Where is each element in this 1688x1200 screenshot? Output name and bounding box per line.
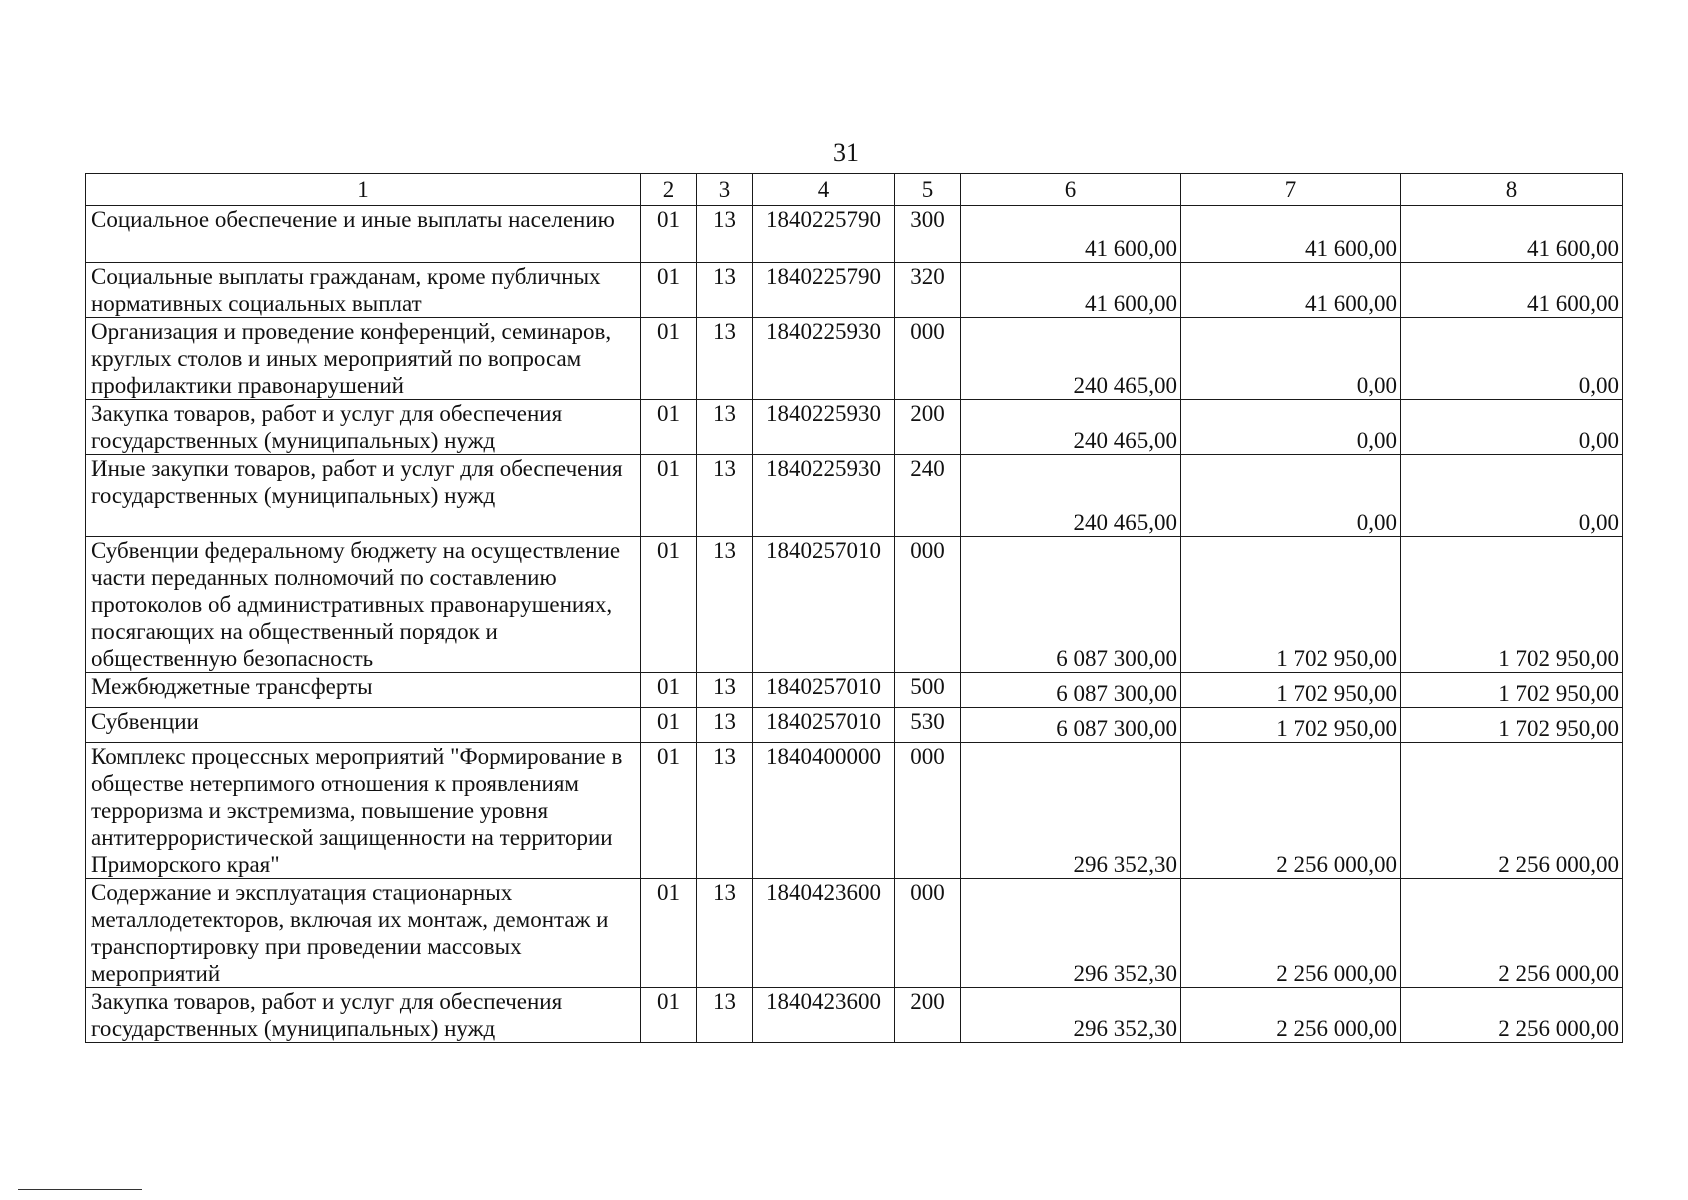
expense-type-code: 300: [895, 206, 961, 263]
amount-col8: 41 600,00: [1401, 206, 1623, 263]
expense-type-code: 000: [895, 537, 961, 673]
expense-type-code: 000: [895, 879, 961, 988]
amount-col6: 240 465,00: [961, 455, 1181, 537]
target-article-code: 1840400000: [753, 743, 895, 879]
row-name: Организация и проведение конференций, семинаров, круглых столов и иных мероприятий по вопросам профилактики правонарушений: [86, 318, 641, 400]
amount-col6: 296 352,30: [961, 743, 1181, 879]
header-cell: 2: [641, 174, 697, 206]
table-row: [86, 537, 1623, 673]
amount-col6: 6 087 300,00: [961, 673, 1181, 708]
header-cell: 5: [895, 174, 961, 206]
section-code: 01: [641, 263, 697, 318]
row-name: Субвенции: [86, 708, 641, 743]
amount-col8: 0,00: [1401, 318, 1623, 400]
target-article-code: 1840225790: [753, 206, 895, 263]
subsection-code: 13: [697, 743, 753, 879]
subsection-code: 13: [697, 708, 753, 743]
target-article-code: 1840225930: [753, 318, 895, 400]
table-row: [86, 400, 1623, 455]
target-article-code: 1840257010: [753, 708, 895, 743]
expense-type-code: 530: [895, 708, 961, 743]
amount-col8: 1 702 950,00: [1401, 537, 1623, 673]
row-name: Закупка товаров, работ и услуг для обеспечения государственных (муниципальных) нужд: [86, 988, 641, 1043]
target-article-code: 1840257010: [753, 673, 895, 708]
section-code: 01: [641, 318, 697, 400]
amount-col7: 0,00: [1181, 455, 1401, 537]
subsection-code: 13: [697, 206, 753, 263]
amount-col6: 240 465,00: [961, 318, 1181, 400]
target-article-code: 1840423600: [753, 879, 895, 988]
row-name: Субвенции федеральному бюджету на осуществление части переданных полномочий по составлению протоколов об административных правонарушениях, посягающих на общественный порядок и общественную безопасность: [86, 537, 641, 673]
amount-col6: 41 600,00: [961, 263, 1181, 318]
table-row: [86, 455, 1623, 537]
table-row: [86, 206, 1623, 263]
amount-col7: 1 702 950,00: [1181, 537, 1401, 673]
amount-col8: 0,00: [1401, 455, 1623, 537]
page-number: 31: [833, 138, 859, 167]
target-article-code: 1840423600: [753, 988, 895, 1043]
amount-col7: 0,00: [1181, 400, 1401, 455]
amount-col6: 296 352,30: [961, 988, 1181, 1043]
header-cell: 8: [1401, 174, 1623, 206]
amount-col6: 6 087 300,00: [961, 537, 1181, 673]
section-code: 01: [641, 537, 697, 673]
row-name: Содержание и эксплуатация стационарных металлодетекторов, включая их монтаж, демонтаж и транспортировку при проведении массовых мероприятий: [86, 879, 641, 988]
section-code: 01: [641, 455, 697, 537]
subsection-code: 13: [697, 988, 753, 1043]
section-code: 01: [641, 988, 697, 1043]
header-cell: 7: [1181, 174, 1401, 206]
header-cell: 6: [961, 174, 1181, 206]
amount-col8: 0,00: [1401, 400, 1623, 455]
header-row: [86, 174, 1623, 206]
row-name: Социальное обеспечение и иные выплаты населению: [86, 206, 641, 263]
subsection-code: 13: [697, 537, 753, 673]
table-row: [86, 879, 1623, 988]
header-cell: 3: [697, 174, 753, 206]
amount-col8: 2 256 000,00: [1401, 988, 1623, 1043]
table-row: [86, 743, 1623, 879]
table-row: [86, 318, 1623, 400]
amount-col8: 2 256 000,00: [1401, 743, 1623, 879]
row-name: Закупка товаров, работ и услуг для обеспечения государственных (муниципальных) нужд: [86, 400, 641, 455]
amount-col7: 0,00: [1181, 318, 1401, 400]
table-row: [86, 988, 1623, 1043]
amount-col7: 41 600,00: [1181, 206, 1401, 263]
amount-col7: 2 256 000,00: [1181, 879, 1401, 988]
amount-col7: 2 256 000,00: [1181, 988, 1401, 1043]
amount-col6: 41 600,00: [961, 206, 1181, 263]
row-name: Комплекс процессных мероприятий "Формирование в обществе нетерпимого отношения к проявлениям терроризма и экстремизма, повышение уровня антитеррористической защищенности на территории Приморского края": [86, 743, 641, 879]
amount-col8: 1 702 950,00: [1401, 673, 1623, 708]
subsection-code: 13: [697, 673, 753, 708]
target-article-code: 1840225790: [753, 263, 895, 318]
header-cell: 1: [86, 174, 641, 206]
expense-type-code: 200: [895, 400, 961, 455]
expense-type-code: 200: [895, 988, 961, 1043]
section-code: 01: [641, 708, 697, 743]
section-code: 01: [641, 673, 697, 708]
amount-col7: 1 702 950,00: [1181, 708, 1401, 743]
section-code: 01: [641, 206, 697, 263]
expense-type-code: 240: [895, 455, 961, 537]
row-name: Иные закупки товаров, работ и услуг для обеспечения государственных (муниципальных) нужд: [86, 455, 641, 537]
budget-table: [85, 173, 1623, 1043]
target-article-code: 1840257010: [753, 537, 895, 673]
table-row: [86, 708, 1623, 743]
subsection-code: 13: [697, 400, 753, 455]
row-name: Социальные выплаты гражданам, кроме публичных нормативных социальных выплат: [86, 263, 641, 318]
amount-col7: 41 600,00: [1181, 263, 1401, 318]
expense-type-code: 000: [895, 743, 961, 879]
section-code: 01: [641, 400, 697, 455]
table-row: [86, 263, 1623, 318]
section-code: 01: [641, 879, 697, 988]
subsection-code: 13: [697, 455, 753, 537]
subsection-code: 13: [697, 263, 753, 318]
target-article-code: 1840225930: [753, 400, 895, 455]
amount-col7: 2 256 000,00: [1181, 743, 1401, 879]
subsection-code: 13: [697, 879, 753, 988]
expense-type-code: 500: [895, 673, 961, 708]
table-row: [86, 673, 1623, 708]
header-cell: 4: [753, 174, 895, 206]
amount-col6: 6 087 300,00: [961, 708, 1181, 743]
amount-col8: 1 702 950,00: [1401, 708, 1623, 743]
expense-type-code: 000: [895, 318, 961, 400]
amount-col6: 240 465,00: [961, 400, 1181, 455]
amount-col8: 2 256 000,00: [1401, 879, 1623, 988]
target-article-code: 1840225930: [753, 455, 895, 537]
amount-col7: 1 702 950,00: [1181, 673, 1401, 708]
expense-type-code: 320: [895, 263, 961, 318]
amount-col6: 296 352,30: [961, 879, 1181, 988]
row-name: Межбюджетные трансферты: [86, 673, 641, 708]
amount-col8: 41 600,00: [1401, 263, 1623, 318]
footnote-separator: [18, 1189, 142, 1190]
subsection-code: 13: [697, 318, 753, 400]
section-code: 01: [641, 743, 697, 879]
